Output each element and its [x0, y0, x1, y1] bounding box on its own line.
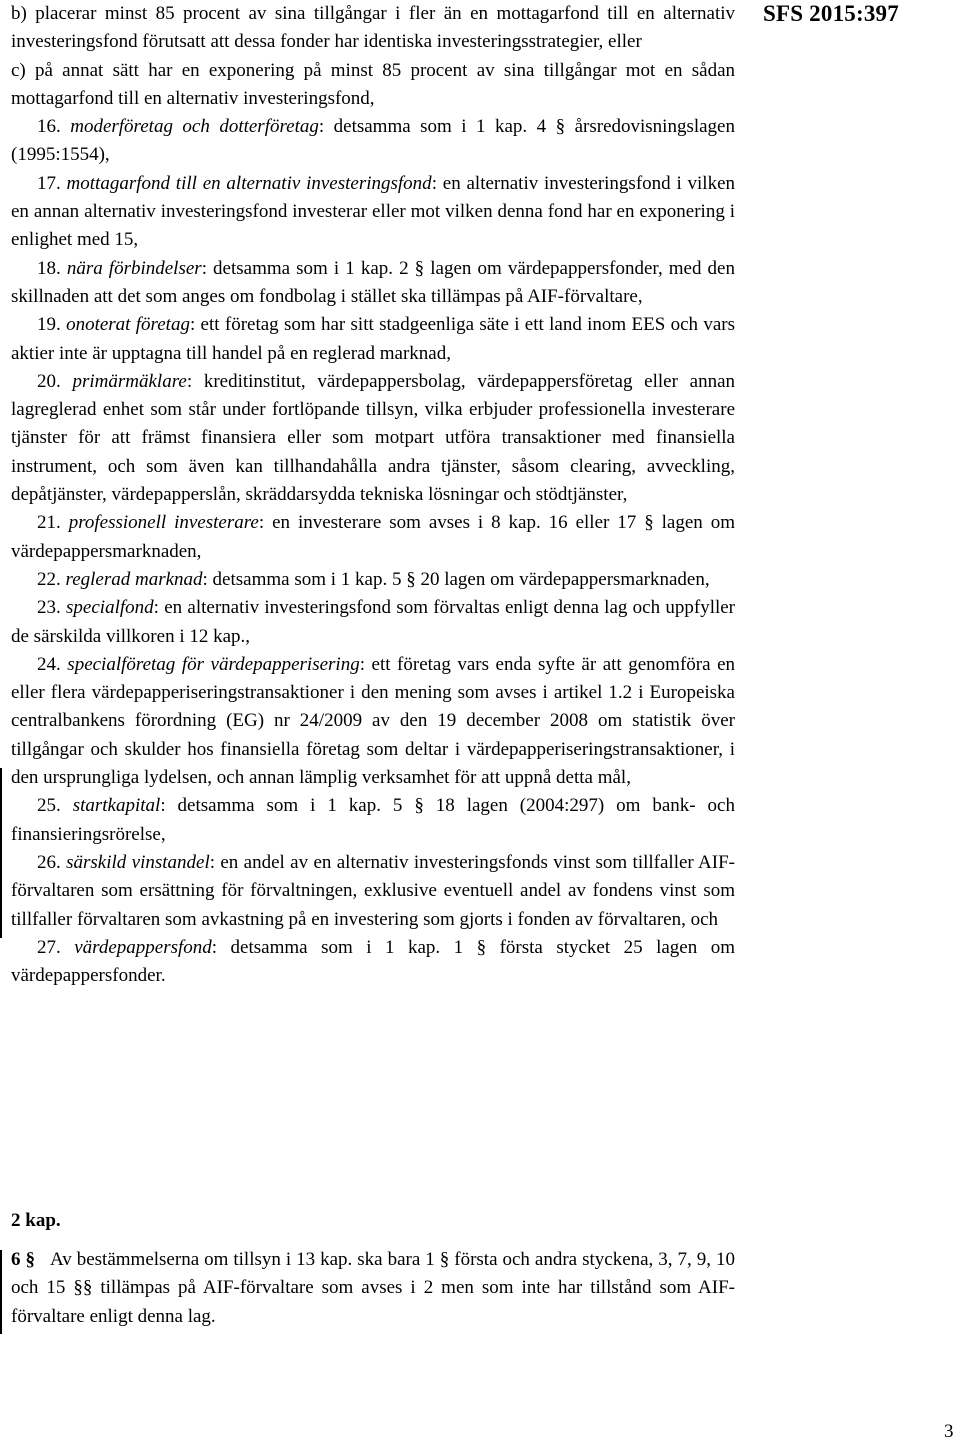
item-term: nära förbindelser	[66, 257, 202, 279]
definition-item-18	[11, 255, 735, 312]
item-number: 17.	[37, 172, 61, 194]
definition-item-21	[11, 509, 735, 566]
definition-item-27	[11, 934, 735, 991]
sfs-number: SFS 2015:397	[763, 1, 899, 26]
item-number: 24.	[37, 653, 61, 675]
item-text: : en andel av en alternativ investeringsfonds vinst som tillfaller AIF-förvaltaren som ersättning för förvaltningen, exklusive eventuell andel av fondens vinst som tillfaller förvaltaren som avkastning på en investering som gjorts i fonden av förvaltaren, och	[11, 851, 735, 930]
chapter-heading: 2 kap.	[11, 1210, 61, 1231]
definition-item-17	[11, 170, 735, 255]
page-number: 3	[944, 1421, 954, 1442]
list-item-b	[11, 0, 735, 57]
definition-item-25	[11, 792, 735, 849]
definition-item-19	[11, 311, 735, 368]
change-bar	[0, 1250, 2, 1334]
definition-item-26	[11, 849, 735, 934]
definition-item-23	[11, 594, 735, 651]
item-term: särskild vinstandel	[66, 851, 210, 873]
item-text: : detsamma som i 1 kap. 1 § första stycket 25 lagen om värdepappersfonder.	[11, 936, 735, 987]
item-text: : ett företag vars enda syfte är att genomföra en eller flera värdepapperiseringstransaktioner i den mening som avses i artikel 1.2 i Europeiska centralbankens förordning (EG) nr 24/2009 av den 19 december 2008 om statistik över tillgångar och skulder hos finansiella företag som deltar i värdepapperiseringstransaktioner, i den ursprungliga lydelsen, och annan lämplig verksamhet för att uppnå detta mål,	[11, 653, 736, 789]
item-number: 26.	[37, 851, 61, 873]
item-number: 23.	[37, 597, 61, 619]
item-term: professionell investerare	[68, 512, 259, 534]
item-text: : kreditinstitut, värdepappersbolag, värdepappersföretag eller annan lagreglerad enhet som står under fortlöpande tillsyn, vilka erbjuder professionella investerare tjänster för att främst finansiera eller som motpart utföra transaktioner med finansiella instrument, och som även kan tillhandahålla andra tjänster, såsom clearing, avveckling, depåtjänster, värdepapperslån, skräddarsydda tekniska lösningar och stödtjänster,	[11, 370, 736, 506]
item-number: 25.	[37, 795, 61, 817]
section-6	[11, 1246, 735, 1331]
item-text: : en alternativ investeringsfond i vilken en annan alternativ investeringsfond investerar eller mot vilken denna fond har en exponering i enlighet med 15,	[11, 172, 736, 251]
item-text: b) placerar minst 85 procent av sina tillgångar i fler än en mottagarfond till en alternativ investeringsfond förutsatt att dessa fonder har identiska investeringsstrategier, eller	[11, 3, 735, 53]
item-number: 27.	[37, 936, 61, 958]
item-term: moderföretag och dotterföretag	[70, 116, 319, 138]
item-number: 20.	[37, 370, 61, 392]
definition-item-24	[11, 651, 735, 792]
definition-item-16	[11, 113, 735, 170]
definition-item-22	[11, 566, 735, 594]
item-text: : detsamma som i 1 kap. 4 § årsredovisningslagen (1995:1554),	[11, 116, 735, 166]
item-term: specialfond	[66, 597, 154, 619]
item-text: : detsamma som i 1 kap. 5 § 20 lagen om värdepappersmarknaden,	[202, 568, 710, 590]
section-text: Av bestämmelserna om tillsyn i 13 kap. ska bara 1 § första och andra styckena, 3, 7, 9, 10 och 15 §§ tillämpas på AIF-förvaltare som avses i 2 men som inte har tillstånd som AIF-förvaltare enligt denna lag.	[11, 1249, 735, 1327]
change-bar	[0, 768, 2, 938]
item-term: startkapital	[72, 795, 161, 817]
section-number: 6 §	[11, 1249, 35, 1270]
item-text: : detsamma som i 1 kap. 5 § 18 lagen (2004:297) om bank- och finansieringsrörelse,	[11, 795, 735, 845]
item-text: : detsamma som i 1 kap. 2 § lagen om värdepappersfonder, med den skillnaden att det som anges om fondbolag i stället ska tillämpas på AIF-förvaltare,	[11, 257, 735, 307]
item-text: : en alternativ investeringsfond som förvaltas enligt denna lag och uppfyller de särskilda villkoren i 12 kap.,	[11, 597, 736, 647]
item-text: : en investerare som avses i 8 kap. 16 eller 17 § lagen om värdepappersmarknaden,	[11, 512, 736, 562]
definition-item-20	[11, 368, 735, 509]
item-term: mottagarfond till en alternativ investeringsfond	[66, 172, 432, 194]
item-number: 18.	[37, 257, 61, 279]
item-term: onoterat företag	[66, 314, 190, 336]
item-number: 22.	[37, 568, 61, 590]
item-term: primärmäklare	[72, 370, 187, 392]
list-item-c	[11, 57, 735, 114]
item-number: 16.	[37, 116, 61, 138]
definition-list	[11, 0, 735, 990]
item-term: värdepappersfond	[74, 936, 212, 958]
item-number: 19.	[37, 314, 61, 336]
item-term: reglerad marknad	[65, 568, 203, 590]
item-number: 21.	[37, 512, 61, 534]
item-term: specialföretag för värdepapperisering	[67, 653, 360, 675]
item-text: : ett företag som har sitt stadgeenliga säte i ett land inom EES och vars aktier inte är upptagna till handel på en reglerad marknad,	[11, 314, 736, 364]
item-text: c) på annat sätt har en exponering på minst 85 procent av sina tillgångar mot en sådan mottagarfond till en alternativ investeringsfond,	[11, 59, 735, 109]
